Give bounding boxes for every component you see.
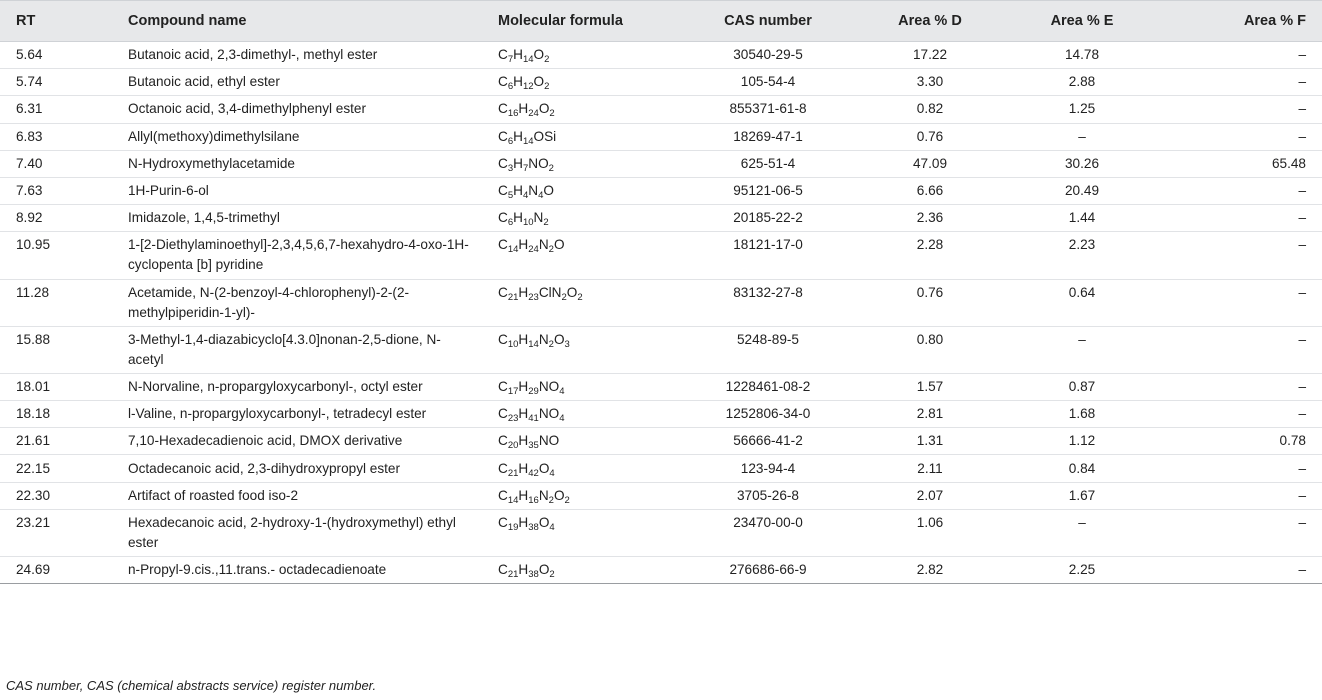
- formula-element: H: [518, 487, 529, 503]
- area-f-cell: –: [1158, 177, 1322, 204]
- table-row: [0, 401, 1322, 428]
- formula-element: O: [543, 183, 554, 199]
- formula-element: NO: [528, 155, 549, 171]
- formula-element: C: [498, 210, 508, 226]
- formula-subscript: 38: [528, 521, 539, 533]
- formula-subscript: 14: [522, 135, 534, 147]
- formula-element: N: [533, 210, 544, 226]
- area-e-cell: 2.88: [1006, 69, 1158, 96]
- compound-name-cell: n-Propyl-9.cis.,11.trans.- octadecadienoate: [118, 557, 486, 584]
- formula-subscript: 6: [507, 217, 514, 229]
- formula-element: H: [518, 331, 529, 347]
- formula-cell: [486, 150, 682, 177]
- rt-cell: 18.01: [0, 373, 118, 400]
- table-row: [0, 482, 1322, 509]
- formula-subscript: 2: [548, 244, 554, 256]
- formula-element: NO: [538, 433, 560, 449]
- formula-cell: [486, 326, 682, 373]
- cas-number-cell: 625-51-4: [682, 150, 854, 177]
- formula-cell: [486, 69, 682, 96]
- area-d-cell: 2.82: [854, 557, 1006, 584]
- compound-name-cell: Butanoic acid, 2,3-dimethyl-, methyl ester: [118, 42, 486, 69]
- formula-subscript: 3: [564, 338, 570, 350]
- formula-subscript: 21: [507, 467, 519, 479]
- formula-subscript: 21: [507, 569, 519, 581]
- formula-element: C: [498, 562, 508, 578]
- formula-element: C: [498, 487, 508, 503]
- formula-element: N: [528, 183, 539, 199]
- formula-element: O: [538, 514, 550, 530]
- area-f-cell: –: [1158, 401, 1322, 428]
- area-d-cell: 3.30: [854, 69, 1006, 96]
- header-rt: RT: [0, 1, 118, 42]
- formula-element: O: [533, 47, 545, 63]
- area-f-cell: –: [1158, 557, 1322, 584]
- compound-name-cell: Imidazole, 1,4,5-trimethyl: [118, 205, 486, 232]
- formula-subscript: 2: [564, 494, 570, 506]
- area-f-cell: –: [1158, 509, 1322, 556]
- formula-subscript: 4: [559, 385, 565, 397]
- formula-element: C: [498, 237, 508, 253]
- formula-subscript: 24: [528, 108, 539, 120]
- area-d-cell: 1.31: [854, 428, 1006, 455]
- formula-subscript: 23: [507, 413, 519, 425]
- formula-element: C: [498, 183, 508, 199]
- table-row: [0, 279, 1322, 326]
- compound-name-cell: Artifact of roasted food iso-2: [118, 482, 486, 509]
- formula-element: H: [518, 460, 529, 476]
- formula-cell: [486, 279, 682, 326]
- compound-name-cell: N-Norvaline, n-propargyloxycarbonyl-, octyl ester: [118, 373, 486, 400]
- rt-cell: 8.92: [0, 205, 118, 232]
- formula-element: C: [498, 74, 508, 90]
- area-d-cell: 2.11: [854, 455, 1006, 482]
- formula-subscript: 2: [577, 291, 583, 303]
- formula-subscript: 38: [528, 569, 539, 581]
- formula-cell: [486, 373, 682, 400]
- formula-subscript: 2: [548, 338, 554, 350]
- area-d-cell: 2.07: [854, 482, 1006, 509]
- formula-subscript: 16: [528, 494, 539, 506]
- formula-element: C: [498, 331, 508, 347]
- area-d-cell: 6.66: [854, 177, 1006, 204]
- formula-element: H: [513, 210, 523, 226]
- rt-cell: 24.69: [0, 557, 118, 584]
- formula-element: NO: [538, 378, 560, 394]
- rt-cell: 11.28: [0, 279, 118, 326]
- area-f-cell: –: [1158, 482, 1322, 509]
- formula-cell: [486, 509, 682, 556]
- formula-subscript: 6: [507, 135, 514, 147]
- formula-subscript: 7: [522, 162, 529, 174]
- area-e-cell: 20.49: [1006, 177, 1158, 204]
- table-row: [0, 232, 1322, 279]
- table-row: [0, 557, 1322, 584]
- cas-number-cell: 855371-61-8: [682, 96, 854, 123]
- formula-element: H: [518, 406, 529, 422]
- formula-element: C: [498, 155, 508, 171]
- formula-element: O: [533, 74, 545, 90]
- formula-element: N: [538, 487, 549, 503]
- cas-number-cell: 20185-22-2: [682, 205, 854, 232]
- compound-name-cell: N-Hydroxymethylacetamide: [118, 150, 486, 177]
- area-e-cell: –: [1006, 509, 1158, 556]
- formula-subscript: 2: [544, 81, 550, 93]
- formula-element: O: [538, 562, 550, 578]
- compound-name-cell: Hexadecanoic acid, 2-hydroxy-1-(hydroxymethyl) ethyl ester: [118, 509, 486, 556]
- formula-element: H: [513, 128, 523, 144]
- cas-number-cell: 5248-89-5: [682, 326, 854, 373]
- area-e-cell: 1.12: [1006, 428, 1158, 455]
- header-cas-number: CAS number: [682, 1, 854, 42]
- rt-cell: 22.30: [0, 482, 118, 509]
- formula-element: H: [518, 378, 529, 394]
- header-area-f: Area % F: [1158, 1, 1322, 42]
- formula-subscript: 41: [528, 413, 539, 425]
- rt-cell: 6.31: [0, 96, 118, 123]
- compound-name-cell: 7,10-Hexadecadienoic acid, DMOX derivative: [118, 428, 486, 455]
- formula-cell: [486, 123, 682, 150]
- formula-element: H: [513, 47, 523, 63]
- formula-element: C: [498, 406, 508, 422]
- rt-cell: 21.61: [0, 428, 118, 455]
- cas-number-cell: 95121-06-5: [682, 177, 854, 204]
- formula-cell: [486, 428, 682, 455]
- formula-element: O: [538, 460, 550, 476]
- area-e-cell: –: [1006, 326, 1158, 373]
- cas-number-cell: 23470-00-0: [682, 509, 854, 556]
- formula-subscript: 6: [507, 81, 514, 93]
- formula-cell: [486, 205, 682, 232]
- compound-name-cell: 1H-Purin-6-ol: [118, 177, 486, 204]
- formula-cell: [486, 42, 682, 69]
- formula-element: C: [498, 378, 508, 394]
- formula-subscript: 3: [507, 162, 514, 174]
- area-e-cell: 30.26: [1006, 150, 1158, 177]
- rt-cell: 15.88: [0, 326, 118, 373]
- area-f-cell: 65.48: [1158, 150, 1322, 177]
- rt-cell: 7.63: [0, 177, 118, 204]
- rt-cell: 7.40: [0, 150, 118, 177]
- compound-name-cell: Octanoic acid, 3,4-dimethylphenyl ester: [118, 96, 486, 123]
- formula-subscript: 4: [549, 467, 555, 479]
- area-f-cell: –: [1158, 123, 1322, 150]
- formula-cell: [486, 482, 682, 509]
- area-d-cell: 1.57: [854, 373, 1006, 400]
- area-e-cell: 1.25: [1006, 96, 1158, 123]
- formula-subscript: 24: [528, 244, 539, 256]
- table-body: [0, 42, 1322, 584]
- table-row: [0, 177, 1322, 204]
- formula-element: H: [518, 284, 529, 300]
- table-row: [0, 42, 1322, 69]
- formula-subscript: 10: [522, 217, 534, 229]
- formula-cell: [486, 557, 682, 584]
- area-d-cell: 2.36: [854, 205, 1006, 232]
- formula-subscript: 14: [522, 54, 534, 66]
- rt-cell: 18.18: [0, 401, 118, 428]
- header-molecular-formula: Molecular formula: [486, 1, 682, 42]
- formula-element: C: [498, 514, 508, 530]
- formula-element: O: [538, 101, 550, 117]
- area-e-cell: 0.84: [1006, 455, 1158, 482]
- formula-subscript: 2: [548, 162, 554, 174]
- cas-number-cell: 276686-66-9: [682, 557, 854, 584]
- formula-element: O: [566, 284, 578, 300]
- formula-element: OSi: [533, 128, 557, 144]
- table-row: [0, 205, 1322, 232]
- area-e-cell: –: [1006, 123, 1158, 150]
- rt-cell: 5.74: [0, 69, 118, 96]
- cas-number-cell: 1252806-34-0: [682, 401, 854, 428]
- formula-element: C: [498, 433, 508, 449]
- table-header: [0, 1, 1322, 42]
- compound-name-cell: Octadecanoic acid, 2,3-dihydroxypropyl ester: [118, 455, 486, 482]
- formula-subscript: 19: [507, 521, 519, 533]
- area-e-cell: 1.67: [1006, 482, 1158, 509]
- table-row: [0, 455, 1322, 482]
- formula-subscript: 20: [507, 440, 519, 452]
- area-f-cell: –: [1158, 232, 1322, 279]
- table-row: [0, 150, 1322, 177]
- header-row: [0, 1, 1322, 42]
- area-e-cell: 1.44: [1006, 205, 1158, 232]
- formula-element: N: [538, 237, 549, 253]
- compound-name-cell: Butanoic acid, ethyl ester: [118, 69, 486, 96]
- area-d-cell: 47.09: [854, 150, 1006, 177]
- area-f-cell: –: [1158, 205, 1322, 232]
- header-area-d: Area % D: [854, 1, 1006, 42]
- formula-subscript: 14: [507, 494, 519, 506]
- header-compound-name: Compound name: [118, 1, 486, 42]
- rt-cell: 10.95: [0, 232, 118, 279]
- formula-subscript: 35: [528, 440, 539, 452]
- cas-number-cell: 123-94-4: [682, 455, 854, 482]
- table-row: [0, 428, 1322, 455]
- formula-subscript: 2: [543, 217, 549, 229]
- formula-cell: [486, 455, 682, 482]
- header-area-e: Area % E: [1006, 1, 1158, 42]
- compound-name-cell: 1-[2-Diethylaminoethyl]-2,3,4,5,6,7-hexahydro-4-oxo-1H- cyclopenta [b] pyridine: [118, 232, 486, 279]
- formula-element: H: [518, 433, 529, 449]
- formula-element: ClN: [538, 284, 562, 300]
- cas-number-cell: 83132-27-8: [682, 279, 854, 326]
- formula-subscript: 4: [538, 190, 544, 202]
- rt-cell: 23.21: [0, 509, 118, 556]
- formula-subscript: 21: [507, 291, 519, 303]
- area-f-cell: –: [1158, 326, 1322, 373]
- rt-cell: 5.64: [0, 42, 118, 69]
- formula-element: O: [553, 237, 565, 253]
- rt-cell: 22.15: [0, 455, 118, 482]
- area-e-cell: 0.87: [1006, 373, 1158, 400]
- table-row: [0, 326, 1322, 373]
- formula-element: H: [513, 155, 523, 171]
- formula-element: O: [553, 331, 565, 347]
- formula-subscript: 14: [528, 338, 539, 350]
- formula-subscript: 2: [548, 494, 554, 506]
- formula-cell: [486, 401, 682, 428]
- formula-element: H: [513, 183, 523, 199]
- area-f-cell: –: [1158, 69, 1322, 96]
- area-d-cell: 2.28: [854, 232, 1006, 279]
- formula-element: H: [518, 562, 529, 578]
- area-d-cell: 0.76: [854, 279, 1006, 326]
- area-f-cell: –: [1158, 279, 1322, 326]
- formula-subscript: 29: [528, 385, 539, 397]
- compound-name-cell: Acetamide, N-(2-benzoyl-4-chlorophenyl)-2-(2-methylpiperidin-1-yl)-: [118, 279, 486, 326]
- area-d-cell: 17.22: [854, 42, 1006, 69]
- table-row: [0, 96, 1322, 123]
- formula-subscript: 2: [549, 108, 555, 120]
- formula-element: H: [518, 237, 529, 253]
- compound-name-cell: Allyl(methoxy)dimethylsilane: [118, 123, 486, 150]
- formula-subscript: 4: [522, 190, 529, 202]
- compound-name-cell: l-Valine, n-propargyloxycarbonyl-, tetradecyl ester: [118, 401, 486, 428]
- formula-element: O: [553, 487, 565, 503]
- formula-subscript: 42: [528, 467, 539, 479]
- formula-subscript: 23: [528, 291, 539, 303]
- formula-subscript: 14: [507, 244, 519, 256]
- formula-element: NO: [538, 406, 560, 422]
- area-f-cell: 0.78: [1158, 428, 1322, 455]
- area-d-cell: 1.06: [854, 509, 1006, 556]
- cas-number-cell: 18121-17-0: [682, 232, 854, 279]
- area-f-cell: –: [1158, 42, 1322, 69]
- rt-cell: 6.83: [0, 123, 118, 150]
- formula-subscript: 16: [507, 108, 519, 120]
- formula-subscript: 4: [559, 413, 565, 425]
- cas-number-cell: 18269-47-1: [682, 123, 854, 150]
- table-row: [0, 69, 1322, 96]
- formula-cell: [486, 96, 682, 123]
- cas-number-cell: 56666-41-2: [682, 428, 854, 455]
- area-e-cell: 2.23: [1006, 232, 1158, 279]
- area-e-cell: 1.68: [1006, 401, 1158, 428]
- cas-number-cell: 30540-29-5: [682, 42, 854, 69]
- area-d-cell: 0.80: [854, 326, 1006, 373]
- area-e-cell: 0.64: [1006, 279, 1158, 326]
- table-row: [0, 509, 1322, 556]
- cas-number-cell: 3705-26-8: [682, 482, 854, 509]
- area-e-cell: 2.25: [1006, 557, 1158, 584]
- formula-element: C: [498, 47, 508, 63]
- table-row: [0, 123, 1322, 150]
- area-e-cell: 14.78: [1006, 42, 1158, 69]
- formula-cell: [486, 177, 682, 204]
- area-d-cell: 2.81: [854, 401, 1006, 428]
- table-footnote: CAS number, CAS (chemical abstracts service) register number.: [6, 678, 377, 693]
- formula-subscript: 10: [507, 338, 519, 350]
- formula-element: C: [498, 128, 508, 144]
- formula-subscript: 4: [549, 521, 555, 533]
- formula-element: N: [538, 331, 549, 347]
- formula-subscript: 2: [544, 54, 550, 66]
- formula-element: H: [513, 74, 523, 90]
- area-f-cell: –: [1158, 373, 1322, 400]
- area-d-cell: 0.76: [854, 123, 1006, 150]
- compound-name-cell: 3-Methyl-1,4-diazabicyclo[4.3.0]nonan-2,5-dione, N-acetyl: [118, 326, 486, 373]
- formula-subscript: 7: [507, 54, 514, 66]
- table-row: [0, 373, 1322, 400]
- formula-element: C: [498, 460, 508, 476]
- formula-subscript: 2: [549, 569, 555, 581]
- area-f-cell: –: [1158, 96, 1322, 123]
- formula-subscript: 12: [522, 81, 534, 93]
- formula-cell: [486, 232, 682, 279]
- area-f-cell: –: [1158, 455, 1322, 482]
- area-d-cell: 0.82: [854, 96, 1006, 123]
- formula-element: H: [518, 101, 529, 117]
- formula-subscript: 17: [507, 385, 519, 397]
- cas-number-cell: 105-54-4: [682, 69, 854, 96]
- formula-element: C: [498, 101, 508, 117]
- cas-number-cell: 1228461-08-2: [682, 373, 854, 400]
- formula-element: H: [518, 514, 529, 530]
- formula-element: C: [498, 284, 508, 300]
- formula-subscript: 5: [507, 190, 514, 202]
- formula-subscript: 2: [561, 291, 567, 303]
